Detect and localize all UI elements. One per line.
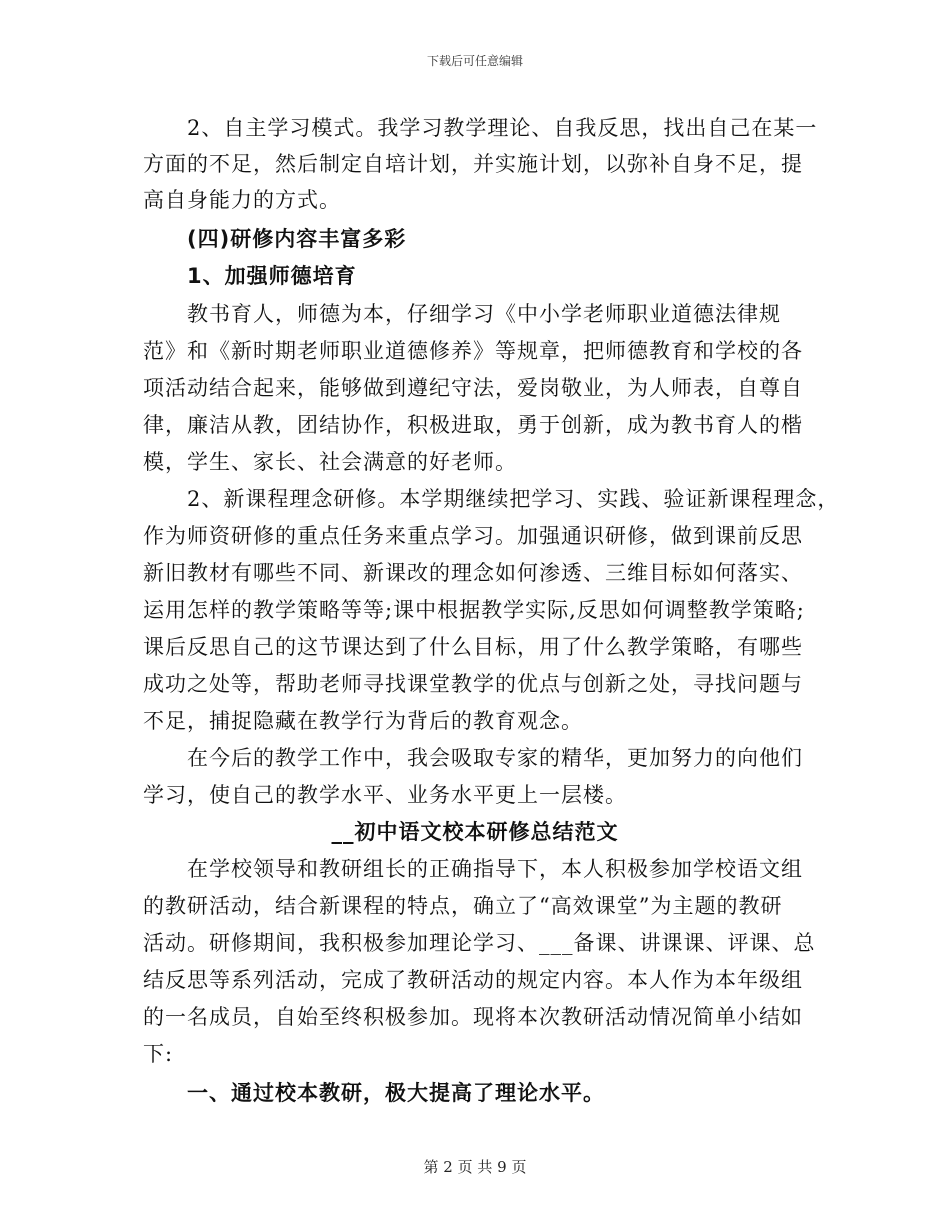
- paragraph-line: 的教研活动，结合新课程的特点，确立了“高效课堂”为主题的教研: [143, 894, 783, 918]
- article-title: __初中语文校本研修总结范文: [331, 820, 619, 844]
- paragraph-line: 模，学生、家长、社会满意的好老师。: [143, 450, 517, 474]
- paragraph-line: 课后反思自己的这节课达到了什么目标，用了什么教学策略，有哪些: [143, 635, 803, 659]
- page-footer: 第 2 页 共 9 页: [423, 1158, 527, 1176]
- section-heading: (四)研修内容丰富多彩: [187, 227, 407, 251]
- paragraph-line: 的一名成员，自始至终积极参加。现将本次教研活动情况简单小结如: [143, 1005, 803, 1029]
- paragraph-line: 在学校领导和教研组长的正确指导下，本人积极参加学校语文组: [187, 857, 803, 881]
- paragraph-line: 成功之处等，帮助老师寻找课堂教学的优点与创新之处，寻找问题与: [143, 672, 803, 696]
- paragraph-line: 方面的不足，然后制定自培计划，并实施计划，以弥补自身不足，提: [143, 152, 803, 176]
- paragraph-line: 作为师资研修的重点任务来重点学习。加强通识研修，做到课前反思: [143, 524, 803, 548]
- paragraph-line: 下:: [143, 1042, 174, 1066]
- page-header: 下载后可任意编辑: [426, 54, 523, 68]
- paragraph-line: 范》和《新时期老师职业道德修养》等规章，把师德教育和学校的各: [143, 339, 803, 363]
- paragraph-line: 学习，使自己的教学水平、业务水平更上一层楼。: [143, 783, 627, 807]
- paragraph-line: 高自身能力的方式。: [143, 188, 341, 212]
- paragraph-line: 运用怎样的教学策略等等;课中根据教学实际,反思如何调整教学策略;: [143, 598, 805, 622]
- paragraph-line: 2、自主学习模式。我学习教学理论、自我反思，找出自己在某一: [187, 116, 818, 140]
- subsection-heading: 1、加强师德培育: [187, 264, 357, 288]
- paragraph-line: 项活动结合起来，能够做到遵纪守法，爱岗敬业，为人师表，自尊自: [143, 376, 803, 400]
- paragraph-line: 2、新课程理念研修。本学期继续把学习、实践、验证新课程理念，: [187, 487, 840, 511]
- paragraph-line: 活动。研修期间，我积极参加理论学习、___备课、讲课课、评课、总: [143, 931, 816, 955]
- paragraph-line: 在今后的教学工作中，我会吸取专家的精华，更加努力的向他们: [187, 746, 803, 770]
- paragraph-line: 律，廉洁从教，团结协作，积极进取，勇于创新，成为教书育人的楷: [143, 413, 803, 437]
- paragraph-line: 新旧教材有哪些不同、新课改的理念如何渗透、三维目标如何落实、: [143, 561, 803, 585]
- paragraph-line: 结反思等系列活动，完成了教研活动的规定内容。本人作为本年级组: [143, 968, 803, 992]
- paragraph-line: 教书育人，师德为本，仔细学习《中小学老师职业道德法律规: [187, 302, 781, 326]
- section-heading: 一、通过校本教研，极大提高了理论水平。: [187, 1081, 605, 1105]
- paragraph-line: 不足，捕捉隐藏在教学行为背后的教育观念。: [143, 709, 583, 733]
